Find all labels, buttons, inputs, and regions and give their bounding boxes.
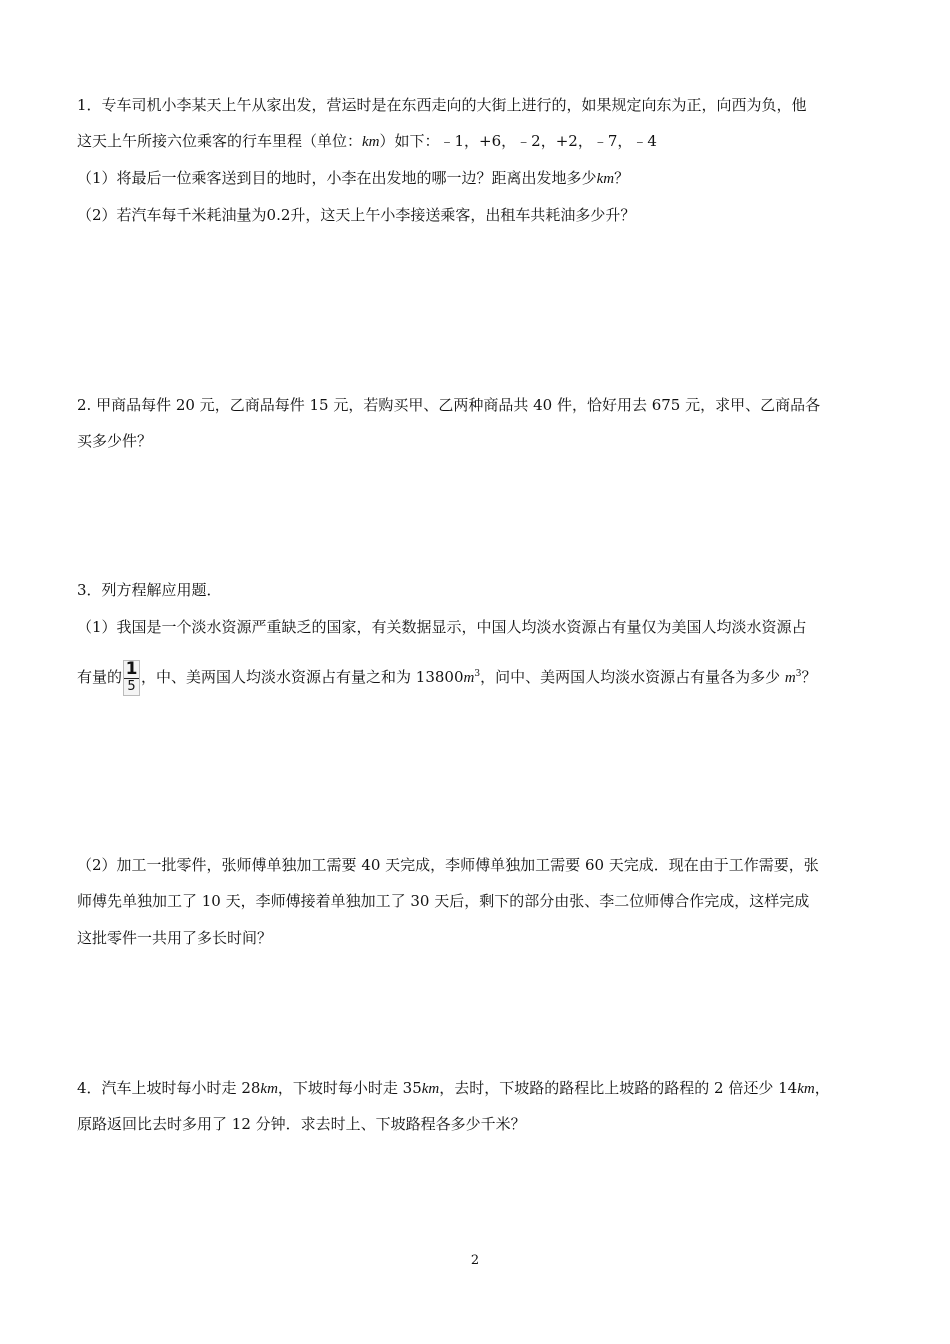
q1-line1 <box>77 94 807 116</box>
fraction-denominator: 5 <box>127 679 136 694</box>
q4-text-d: ， <box>814 1079 830 1097</box>
unit-exponent: 3 <box>474 669 481 679</box>
q1-part2-text: （2）若汽车每千米耗油量为0.2升，这天上午小李接送乘客，出租车共耗油多少升？ <box>77 206 636 224</box>
fraction-numerator: 1 <box>125 659 138 679</box>
q3-title-text: 3．列方程解应用题． <box>77 581 222 599</box>
unit-m: m <box>784 670 796 686</box>
q1-part1-end: ？ <box>614 169 630 187</box>
q3-part2-text-3: 这批零件一共用了多长时间？ <box>77 929 273 947</box>
q4-text-end: 原路返回比去时多用了 12 分钟．求去时上、下坡路程各多少千米？ <box>77 1115 526 1133</box>
q4-line2 <box>77 1113 526 1135</box>
unit-m: m <box>463 670 475 686</box>
q3-part2-line3 <box>77 927 272 949</box>
q3-part1-line2-mid2: ，问中、美两国人均淡水资源占有量各为多少 <box>480 668 785 686</box>
fraction-one-fifth <box>123 660 140 696</box>
q1-line2-pre: 这天上午所接六位乘客的行车里程（单位： <box>77 132 363 150</box>
q4-text-a: 4．汽车上坡时每小时走 28 <box>77 1079 261 1097</box>
q1-part1 <box>77 167 629 190</box>
q4-line1 <box>77 1077 830 1100</box>
page-number: 2 <box>470 1253 480 1268</box>
q4-text-c: ，去时，下坡路的路程比上坡路的路程的 2 倍还少 14 <box>439 1079 798 1097</box>
unit-exponent: 3 <box>795 669 802 679</box>
q1-line2-post: ）如下：﹣1，+6，﹣2，+2，﹣7，﹣4 <box>379 132 657 150</box>
q3-part1-text: （1）我国是一个淡水资源严重缺乏的国家，有关数据显示，中国人均淡水资源占有量仅为美国人均淡水资源占 <box>77 618 807 636</box>
q3-part2-line2 <box>77 890 809 912</box>
q3-part1-line2 <box>77 660 816 696</box>
q3-title <box>77 579 222 601</box>
q1-part1-text: （1）将最后一位乘客送到目的地时，小李在出发地的哪一边？距离出发地多少 <box>77 169 597 187</box>
q3-part1-line1 <box>77 616 807 638</box>
q1-text: 1．专车司机小李某天上午从家出发，营运时是在东西走向的大街上进行的，如果规定向东为正，向西为负，他 <box>77 96 807 114</box>
q1-line2 <box>77 130 657 153</box>
unit-km: km <box>421 1081 440 1097</box>
unit-km: km <box>362 134 380 150</box>
q3-part2-text: （2）加工一批零件，张师傅单独加工需要 40 天完成，李师傅单独加工需要 60 天完成．现在由于工作需要，张 <box>77 856 819 874</box>
q2-line1 <box>77 394 820 416</box>
q3-part2-text-2: 师傅先单独加工了 10 天，李师傅接着单独加工了 30 天后，剩下的部分由张、李二位师傅合作完成，这样完成 <box>77 892 810 910</box>
q3-part1-line2-end: ？ <box>801 668 817 686</box>
q2-line2 <box>77 430 152 452</box>
unit-km: km <box>797 1081 815 1097</box>
q1-part2 <box>77 204 635 226</box>
q2-text: 2. 甲商品每件 20 元，乙商品每件 15 元，若购买甲、乙两种商品共 40 件，恰好用去 675 元，求甲、乙商品各 <box>77 396 821 414</box>
q4-text-b: ，下坡时每小时走 35 <box>277 1079 422 1097</box>
q3-part1-line2-mid: ，中、美两国人均淡水资源占有量之和为 13800 <box>141 668 464 686</box>
q2-text-end: 买多少件？ <box>77 432 153 450</box>
q3-part1-line2-pre: 有量的 <box>77 668 123 686</box>
q3-part2-line1 <box>77 854 819 876</box>
unit-km: km <box>260 1081 278 1097</box>
unit-km: km <box>596 171 615 187</box>
